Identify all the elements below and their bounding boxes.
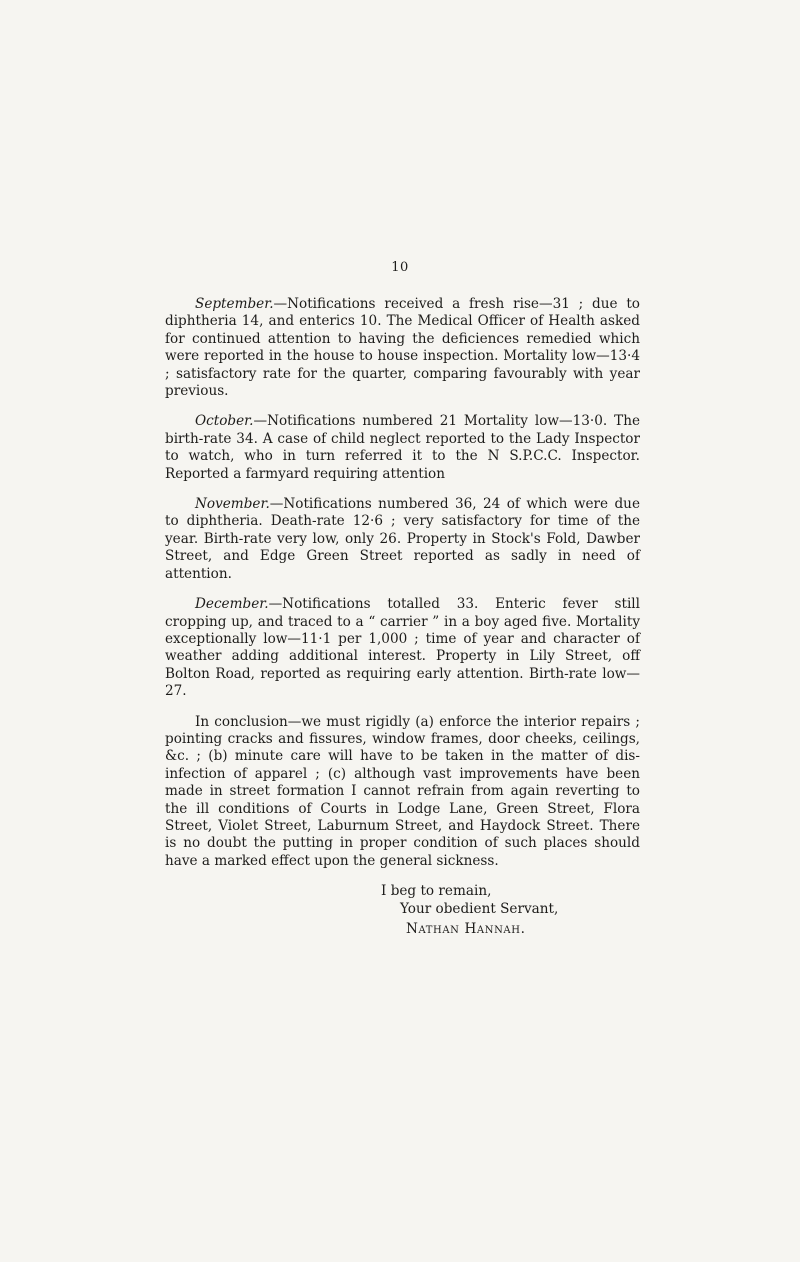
paragraph-conclusion — [165, 714, 640, 871]
paragraph-text: In conclusion—we must rigidly (a) enforce the interior repairs ; pointing cracks and fissures, window frames, door cheeks, ceilings, &c. ; (b) minute care will have to be taken in the matter of dis-infection of apparel ; (c) although vast improvements have been made in street formation I cannot refrain from again reverting to the ill conditions of Courts in Lodge Lane, Green Street, Flora Street, Violet Street, Laburnum Street, and Haydock Street. There is no doubt the putting in proper condition of such places should have a marked effect upon the general sickness. — [165, 713, 640, 869]
closing-remain: I beg to remain, — [381, 883, 492, 900]
paragraph-october — [165, 413, 640, 483]
report-body — [165, 296, 640, 938]
paragraph-december — [165, 596, 640, 700]
paragraph-text: —Notifications received a fresh rise—31 ; due to diphtheria 14, and enterics 10. The Medical Officer of Health asked for continued attention to having the deficiences remedied which were reported in the house to house inspection. Mortality low—13·4 ; satisfactory rate for the quarter, comparing favourably with year previous. — [165, 296, 640, 400]
closing-servant: Your obedient Servant, — [400, 900, 559, 917]
month-heading-december: December. — [195, 596, 269, 613]
paragraph-text: —Notifications totalled 33. Enteric fever still cropping up, and traced to a “ carrier ” in a boy aged five. Mortality exceptionally low—11·1 per 1,000 ; time of year and character of weather adding additional interest. Property in Lily Street, off Bolton Road, reported as requiring early attention. Birth-rate low—27. — [165, 596, 640, 700]
signature: Nathan Hannah. — [406, 921, 526, 937]
month-heading-september: September. — [195, 296, 274, 312]
month-heading-october: October. — [195, 413, 254, 430]
closing-block — [165, 883, 640, 938]
page-number: 10 — [391, 260, 409, 275]
paragraph-november — [165, 496, 640, 583]
month-heading-november: November. — [195, 496, 270, 513]
paragraph-text: —Notifications numbered 36, 24 of which were due to diphtheria. Death-rate 12·6 ; very satisfactory for time of the year. Birth-rate very low, only 26. Property in Stock's Fold, Dawber Street, and Edge Green Street reported as sadly in need of attention. — [165, 496, 640, 582]
paragraph-text: —Notifications numbered 21 Mortality low—13·0. The birth-rate 34. A case of child neglect reported to the Lady Inspector to watch, who in turn referred it to the N S.P.C.C. Inspector. Reported a farmyard requiring attention — [165, 413, 640, 482]
paragraph-september — [165, 296, 640, 400]
